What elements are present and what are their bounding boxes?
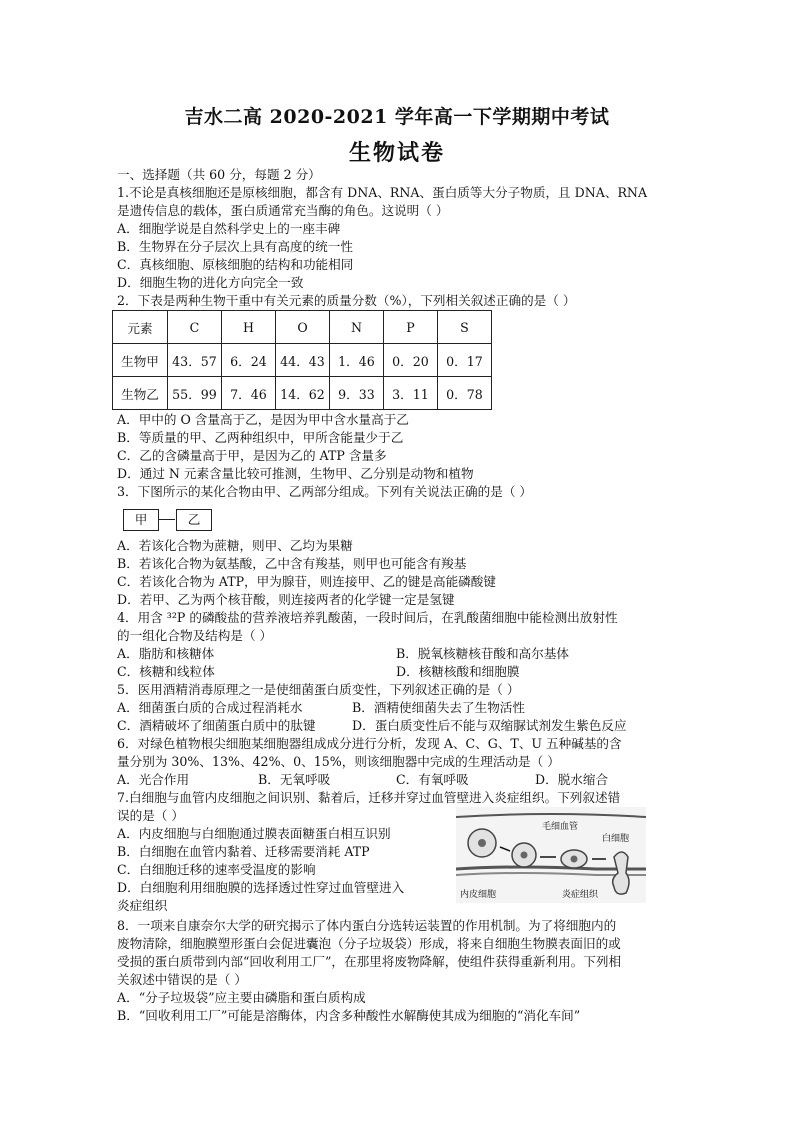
section-heading: 一、选择题（共 60 分，每题 2 分） [117,167,321,182]
q5-option-a: A．细菌蛋白质的合成过程消耗水 [117,700,303,715]
table-cell: 0．20 [384,344,438,377]
q8-stem-line3: 受损的蛋白质带到内部“回收利用工厂”，在那里将废物降解，使组件获得重新利用。下列相 [117,954,622,969]
q4-option-c: C．核糖和线粒体 [117,664,215,679]
q4-option-b: B．脱氧核糖核苷酸和高尔基体 [396,646,569,661]
exam-subtitle: 生物试卷 [348,140,445,166]
table-row [113,344,492,377]
leukocyte-nucleus-3 [571,856,578,863]
table-cell: 生物甲 [113,344,168,377]
q6-stem-line1: 6．对绿色植物根尖细胞某细胞器组成成分进行分析，发现 A、C、G、T、U 五种碱基的含 [117,736,622,751]
q2-option-c: C．乙的含磷量高于甲，是因为乙的 ATP 含量多 [117,448,387,463]
q5-option-b: B．酒精使细菌失去了生物活性 [352,700,525,715]
table-cell: 3．11 [384,377,438,410]
q2-option-d: D．通过 N 元素含量比较可推测，生物甲、乙分别是动物和植物 [117,466,474,481]
table-header-cell: O [276,311,330,344]
q4-stem-line1: 4．用含 ³²P 的磷酸盐的营养液培养乳酸菌，一段时间后，在乳酸菌细胞中能检测出放射性 [117,610,618,625]
q1-option-a: A．细胞学说是自然科学史上的一座丰碑 [117,221,341,236]
table-cell: 1．46 [330,344,384,377]
q3-option-c: C．若该化合物为 ATP，甲为腺苷，则连接甲、乙的键是高能磷酸键 [117,574,496,589]
q6-option-a: A．光合作用 [117,772,190,787]
table-row [113,377,492,410]
q3-option-a: A．若该化合物为蔗糖，则甲、乙均为果糖 [117,538,353,553]
q4-option-d: D．核糖核酸和细胞膜 [396,664,520,679]
leukocyte-nucleus-1 [478,839,486,847]
q6-option-c: C．有氧呼吸 [396,772,469,787]
q6-option-d: D．脱水缩合 [535,772,609,787]
table-cell: 44．43 [276,344,330,377]
q7-option-d-line2: 炎症组织 [117,898,168,913]
q6-stem-line2: 量分别为 30%、13%、42%、0、15%，则该细胞器中完成的生理活动是（ ） [117,754,560,769]
q1-option-b: B．生物界在分子层次上具有高度的统一性 [117,239,353,254]
label-leukocyte: 白细胞 [602,834,630,844]
q3-option-d: D．若甲、乙为两个核苷酸，则连接两者的化学键一定是氢键 [117,592,455,607]
label-capillary: 毛细血管 [542,822,579,832]
table-header-cell: C [168,311,222,344]
q3-stem: 3．下图所示的某化合物由甲、乙两部分组成。下列有关说法正确的是（ ） [117,484,533,499]
q5-option-c: C．酒精破坏了细菌蛋白质中的肽键 [117,718,316,733]
q2-stem: 2．下表是两种生物干重中有关元素的质量分数（%），下列相关叙述正确的是（ ） [117,293,576,308]
element-table [112,310,492,410]
q8-option-a: A．“分子垃圾袋”应主要由磷脂和蛋白质构成 [117,990,366,1005]
q4-option-a: A．脂肪和核糖体 [117,646,215,661]
table-cell: 55．99 [168,377,222,410]
table-header-cell: 元素 [113,311,168,344]
table-cell: 9．33 [330,377,384,410]
table-header-cell: S [438,311,492,344]
q7-option-b: B．白细胞在血管内黏着、迁移需要消耗 ATP [117,844,370,859]
q8-stem-line2: 废物清除，细胞膜塑形蛋白会促进囊泡（分子垃圾袋）形成，将来自细胞生物膜表面旧的或 [117,936,621,951]
q7-stem-line2: 误的是（ ） [117,808,184,823]
q7-stem-line1: 7.白细胞与血管内皮细胞之间识别、黏着后，迁移并穿过血管壁进入炎症组织。下列叙述错 [117,790,621,805]
q2-option-a: A．甲中的 O 含量高于乙，是因为甲中含水量高于乙 [117,412,409,427]
exam-title: 吉水二高 2020-2021 学年高一下学期期中考试 [184,106,610,128]
q6-option-b: B．无氧呼吸 [258,772,331,787]
compound-bond-line [159,519,175,520]
q1-stem-line2: 是遗传信息的载体，蛋白质通常充当酶的角色。这说明（ ） [117,203,449,218]
table-header-row [113,311,492,344]
compound-part-jia-box: 甲 [123,509,159,531]
table-cell: 6．24 [222,344,276,377]
label-inflamed-tissue: 炎症组织 [562,890,599,900]
leukocyte-migration-figure [456,807,646,903]
q7-option-d-line1: D．白细胞利用细胞膜的选择透过性穿过血管壁进入 [117,880,405,895]
table-cell: 0．17 [438,344,492,377]
label-endothelial: 内皮细胞 [460,890,497,900]
q8-stem-line4: 关叙述中错误的是（ ） [117,972,247,987]
table-cell: 43．57 [168,344,222,377]
q3-option-b: B．若该化合物为氨基酸，乙中含有羧基，则甲也可能含有羧基 [117,556,467,571]
table-cell: 生物乙 [113,377,168,410]
q1-stem-line1: 1.不论是真核细胞还是原核细胞，都含有 DNA、RNA、蛋白质等大分子物质，且 DNA、RNA [117,185,648,200]
q8-stem-line1: 8．一项来自康奈尔大学的研究揭示了体内蛋白分选转运装置的作用机制。为了将细胞内的 [117,918,617,933]
table-cell: 0．78 [438,377,492,410]
table-header-cell: H [222,311,276,344]
q7-option-c: C．白细胞迁移的速率受温度的影响 [117,862,316,877]
table-cell: 14．62 [276,377,330,410]
q5-stem: 5．医用酒精消毒原理之一是使细菌蛋白质变性，下列叙述正确的是（ ） [117,682,520,697]
q1-option-c: C．真核细胞、原核细胞的结构和功能相同 [117,257,354,272]
table-header-cell: P [384,311,438,344]
q7-option-a: A．内皮细胞与白细胞通过膜表面糖蛋白相互识别 [117,826,391,841]
q2-option-b: B．等质量的甲、乙两种组织中，甲所含能量少于乙 [117,430,404,445]
q5-option-d: D．蛋白质变性后不能与双缩脲试剂发生紫色反应 [352,718,627,733]
q4-stem-line2: 的一组化合物及结构是（ ） [117,628,273,643]
table-header-cell: N [330,311,384,344]
q8-option-b: B．“回收利用工厂”可能是溶酶体，内含多种酸性水解酶使其成为细胞的“消化车间” [117,1008,581,1023]
compound-part-yi-box: 乙 [176,509,212,531]
q1-option-d: D．细胞生物的进化方向完全一致 [117,275,304,290]
table-cell: 7．46 [222,377,276,410]
leukocyte-nucleus-2 [521,852,528,859]
